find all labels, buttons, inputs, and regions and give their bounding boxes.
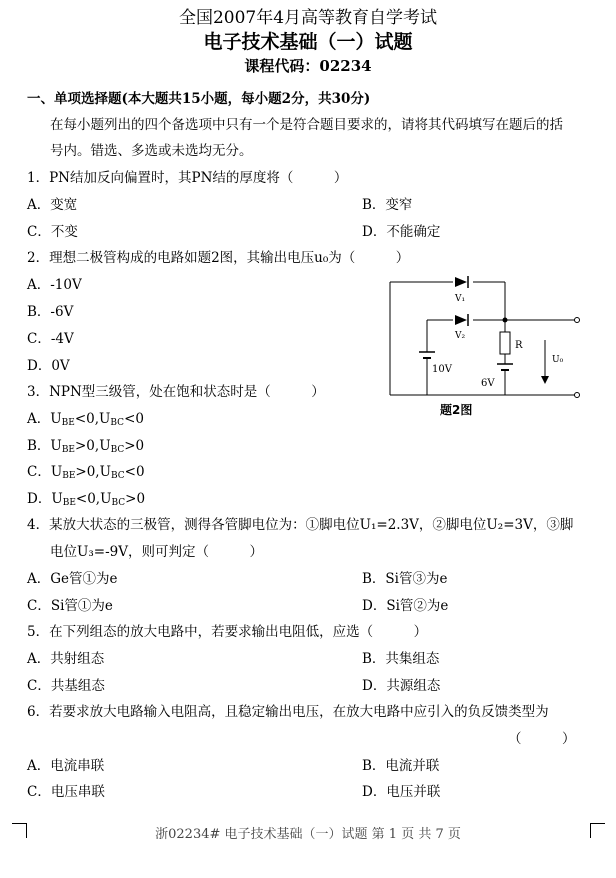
q4-option-c: C．Si管①为e <box>27 598 113 614</box>
question-6: 6．若要求放大电路输入电阻高，且稳定输出电压，在放大电路中应引入的负反馈类型为 <box>27 704 549 720</box>
question-2: 2．理想二极管构成的电路如题2图，其输出电压u₀为（ ） <box>27 250 410 266</box>
course-code: 课程代码：02234 <box>244 57 372 75</box>
q5-option-d: D．共源组态 <box>362 678 441 694</box>
question-3: 3．NPN型三级管，处在饱和状态时是（ ） <box>27 384 325 400</box>
q6-option-c: C．电压串联 <box>27 784 105 800</box>
q4-option-b: B．Si管③为e <box>362 571 448 587</box>
q2-option-b: B．-6V <box>27 304 74 320</box>
q5-option-a: A．共射组态 <box>27 651 105 667</box>
question-1: 1．PN结加反向偏置时，其PN结的厚度将（ ） <box>27 170 348 186</box>
section-instruction-1: 在每小题列出的四个备选项中只有一个是符合题目要求的，请将其代码填写在题后的括 <box>50 117 563 133</box>
q2-option-d: D．0V <box>27 358 70 374</box>
q2-option-a: A．-10V <box>27 277 82 293</box>
question-4-line-1: 4．某放大状态的三极管，测得各管脚电位为：①脚电位U₁=2.3V，②脚电位U₂=3V，③脚 <box>27 517 574 533</box>
section-title: 一、单项选择题(本大题共15小题，每小题2分，共30分) <box>27 91 371 107</box>
q2-option-c: C．-4V <box>27 331 74 347</box>
diode-v1-label: V₁ <box>455 294 466 304</box>
source-6v-label: 6V <box>481 378 495 389</box>
section-instruction-2: 号内。错选、多选或未选均无分。 <box>50 143 253 159</box>
circuit-diagram <box>385 270 585 420</box>
q5-option-b: B．共集组态 <box>362 651 440 667</box>
source-10v-label: 10V <box>432 364 452 375</box>
q6-option-a: A．电流串联 <box>27 758 105 774</box>
exam-header-line: 全国2007年4月高等教育自学考试 <box>178 8 438 28</box>
diode-v2-label: V₂ <box>455 331 466 341</box>
q3-option-d: D．$U_{BE}<0,U_{BC}>0$ <box>27 491 146 508</box>
q1-option-d: D．不能确定 <box>362 224 441 240</box>
question-4-line-2: 电位U₃=-9V，则可判定（ ） <box>50 544 264 560</box>
page-footer: 浙02234# 电子技术基础（一）试题 第 1 页 共 7 页 <box>155 827 461 842</box>
question-6-paren: （ ） <box>508 731 576 747</box>
q4-option-a: A．Ge管①为e <box>27 571 118 587</box>
q6-option-b: B．电流并联 <box>362 758 440 774</box>
q3-option-c: C．$U_{BE}>0,U_{BC}<0$ <box>27 464 145 481</box>
q1-option-c: C．不变 <box>27 224 78 240</box>
q3-option-a: A．$U_{BE}<0,U_{BC}<0$ <box>27 411 144 428</box>
q3-option-b: B．$U_{BE}>0,U_{BC}>0$ <box>27 438 145 455</box>
q5-option-c: C．共基组态 <box>27 678 105 694</box>
resistor-label: R <box>515 340 523 351</box>
output-voltage-label: U₀ <box>552 355 564 365</box>
q1-option-b: B．变窄 <box>362 197 413 213</box>
q6-option-d: D．电压并联 <box>362 784 441 800</box>
figure-caption: 题2图 <box>440 403 473 417</box>
question-5: 5．在下列组态的放大电路中，若要求输出电阻低，应选（ ） <box>27 624 428 640</box>
exam-title: 电子技术基础（一）试题 <box>203 31 413 53</box>
q1-option-a: A．变宽 <box>27 197 78 213</box>
q4-option-d: D．Si管②为e <box>362 598 449 614</box>
